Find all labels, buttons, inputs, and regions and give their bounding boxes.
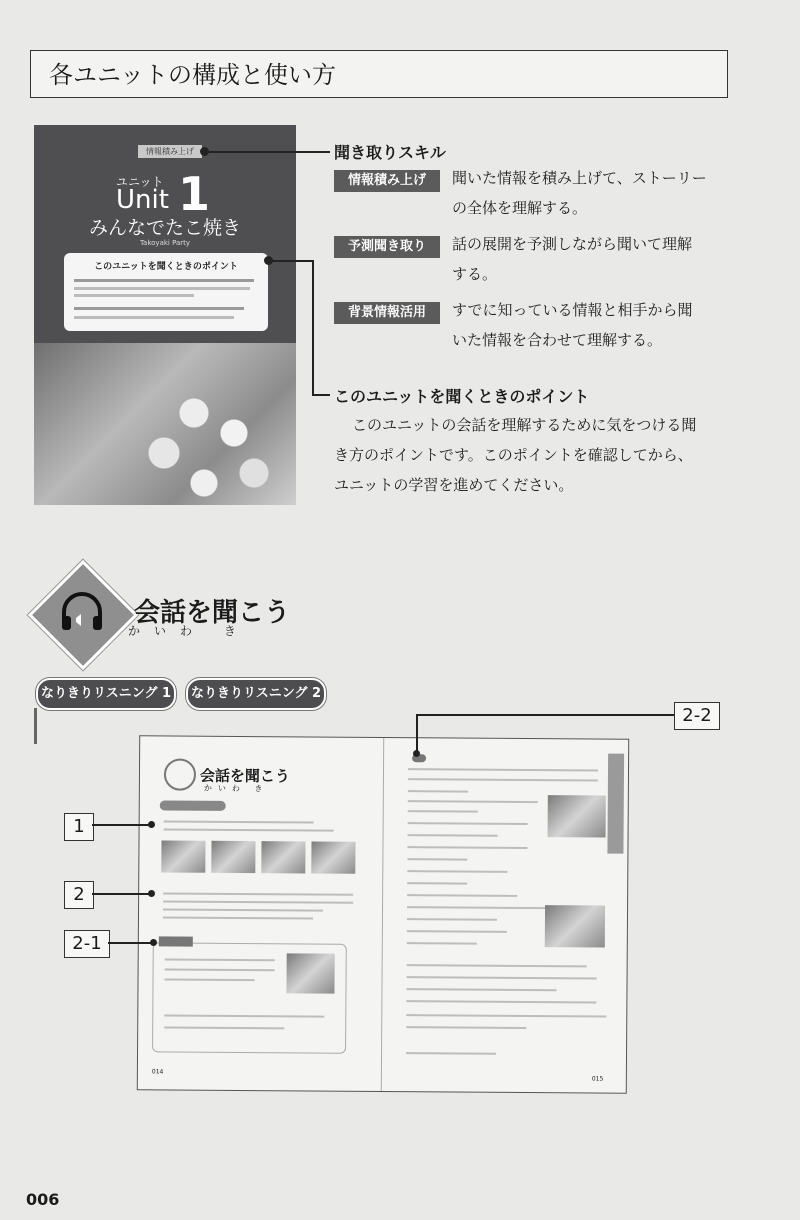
unit-cover-sample [34, 125, 296, 505]
spread-text-line [407, 976, 597, 979]
skills-heading: 聞き取りスキル [334, 143, 446, 162]
connector-line [108, 942, 154, 944]
tab-narikiri-1[interactable]: なりきりリスニング 1 [36, 678, 176, 710]
skill-desc-line: いた情報を合わせて理解する。 [452, 331, 663, 349]
headphones-icon [56, 590, 108, 634]
spread-text-line [406, 1000, 596, 1003]
callout-1: 1 [64, 813, 94, 841]
spread-left-page-number: 014 [151, 1068, 164, 1076]
connector-line [312, 260, 314, 396]
spread-text-line [408, 768, 598, 771]
spread-text-line [408, 822, 528, 825]
spread-text-line [406, 988, 556, 991]
connector-dot [264, 256, 273, 265]
connector-line [206, 151, 330, 153]
spread-photo [161, 840, 205, 872]
connector-dot [200, 147, 209, 156]
spread-text-line [163, 908, 323, 911]
point-heading: このユニットを聞くときのポイント [334, 387, 590, 406]
spread-gutter [381, 738, 384, 1091]
connector-line [92, 893, 152, 895]
spread-text-line [407, 964, 587, 967]
connector-dot [150, 939, 157, 946]
kaiwa-heading: 会話を聞こう [134, 598, 291, 628]
spread-text-line [408, 834, 498, 837]
connector-line [416, 714, 674, 716]
spread-photo [286, 953, 334, 993]
skill-desc-line: の全体を理解する。 [452, 199, 588, 217]
tab-narikiri-2[interactable]: なりきりリスニング 2 [186, 678, 326, 710]
connector-dot [148, 890, 155, 897]
spread-text-line [407, 882, 467, 884]
spread-photo [211, 841, 255, 873]
cover-unit-subtitle: Takoyaki Party [139, 239, 191, 247]
cover-text-line [74, 287, 250, 290]
spread-text-line [407, 894, 517, 897]
spread-text-line [408, 790, 468, 792]
callout-2-2: 2-2 [674, 702, 720, 730]
skill-tag-predict: 予測聞き取り [334, 236, 440, 258]
takoyaki-photo [34, 343, 296, 505]
cover-text-line [74, 316, 234, 319]
spread-text-line [408, 810, 478, 812]
connector-line [270, 260, 314, 262]
spread-text-line [407, 846, 527, 849]
connector-line [92, 824, 152, 826]
callout-2-1: 2-1 [64, 930, 110, 958]
spread-photo [545, 905, 605, 947]
cover-text-line [74, 307, 244, 310]
spread-tab [160, 800, 226, 810]
point-desc-line: き方のポイントです。このポイントを確認してから、 [334, 446, 693, 464]
skill-tag-background: 背景情報活用 [334, 302, 440, 324]
spread-right-page-number: 015 [591, 1075, 604, 1083]
point-desc-line: ユニットの学習を進めてください。 [334, 476, 574, 494]
spread-text-line [407, 942, 477, 944]
spread-anata-tag [159, 936, 193, 946]
textbook-spread-sample [137, 735, 629, 1093]
spread-headphone-icon [164, 758, 196, 790]
spread-text-line [164, 820, 314, 823]
spread-text-line [407, 906, 547, 909]
connector-line [312, 394, 330, 396]
page-number: 006 [26, 1190, 60, 1209]
spread-photo [548, 795, 606, 837]
spread-side-tab [607, 754, 624, 854]
spread-text-line [163, 916, 313, 919]
cover-text-line [74, 294, 194, 297]
spread-text-line [408, 800, 538, 803]
spread-text-line [407, 930, 507, 933]
spread-text-line [164, 828, 334, 831]
spread-photo [261, 841, 305, 873]
cover-point-title: このユニットを聞くときのポイント [94, 262, 238, 272]
spread-text-line [163, 900, 353, 903]
cover-unit-label: Unit [116, 185, 169, 215]
cover-text-line [74, 279, 254, 282]
cover-unit-number: 1 [178, 167, 211, 221]
cover-header [34, 125, 296, 343]
skill-desc-line: すでに知っている情報と相手から聞 [452, 301, 693, 319]
spread-text-line [406, 1026, 526, 1029]
connector-dot [413, 750, 420, 757]
spread-text-line [163, 892, 353, 895]
skill-desc-line: 聞いた情報を積み上げて、ストーリー [452, 169, 707, 187]
spread-title: 会話を聞こう [199, 766, 291, 786]
cover-unit-small: ユニット [116, 175, 164, 189]
spread-ruby: かいわ き [203, 783, 269, 794]
spread-photo [311, 841, 355, 873]
section-title: 各ユニットの構成と使い方 [30, 50, 728, 98]
spread-text-line [406, 1052, 496, 1055]
cover-unit-name: みんなでたこ焼き [88, 217, 241, 239]
kaiwa-ruby: かいわ き [128, 624, 250, 638]
cover-skill-tag: 情報積み上げ [138, 145, 202, 158]
spread-text-line [407, 870, 507, 873]
spread-text-line [408, 778, 598, 781]
callout-2: 2 [64, 881, 94, 909]
skill-desc-line: 話の展開を予測しながら聞いて理解 [452, 235, 693, 253]
spread-text-line [406, 1014, 606, 1017]
cover-point-box [64, 253, 268, 331]
spread-text-line [407, 858, 467, 860]
skill-desc-line: する。 [452, 265, 498, 283]
skill-tag-accumulate: 情報積み上げ [334, 170, 440, 192]
tab-bar-edge [34, 708, 37, 744]
connector-dot [148, 821, 155, 828]
spread-text-line [407, 918, 497, 921]
point-desc-line: このユニットの会話を理解するために気をつける聞 [352, 416, 697, 434]
connector-line [416, 714, 418, 752]
